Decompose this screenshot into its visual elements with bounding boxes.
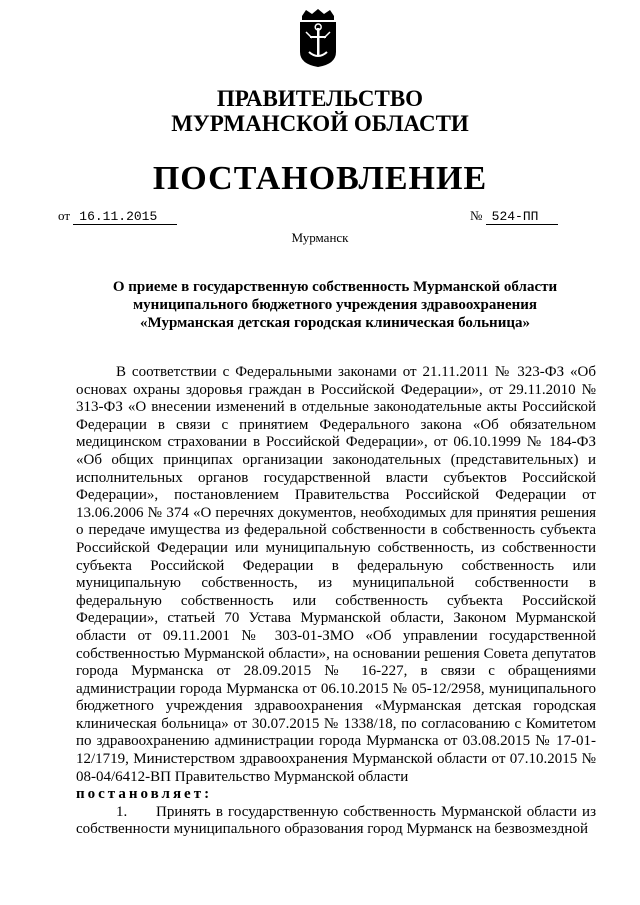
government-line-1: ПРАВИТЕЛЬСТВО [216, 86, 424, 111]
coat-of-arms-icon [296, 8, 340, 68]
document-date [58, 208, 177, 225]
item-1-number: 1. [116, 803, 128, 820]
document-type: ПОСТАНОВЛЕНИЕ [152, 160, 488, 197]
document-body [76, 364, 596, 839]
item-1-text: Принять в государственную собственность Мурманской области из собственности муниципального образования город Мурманск на безвозмездной [76, 803, 596, 838]
document-number [470, 208, 558, 225]
date-prefix: от [58, 208, 71, 223]
number-value: 524-ПП [486, 209, 558, 225]
subject-line-1: О приеме в государственную собственность Мурманской области [112, 279, 558, 295]
city: Мурманск [291, 230, 349, 245]
subject-line-3: «Мурманская детская городская клиническая больница» [140, 315, 530, 331]
government-line-2: МУРМАНСКОЙ ОБЛАСТИ [171, 111, 469, 136]
preamble-paragraph: В соответствии с Федеральными законами от 21.11.2011 № 323-ФЗ «Об основах охраны здоровья граждан в Российской Федерации», от 29.11.2010 № 313-ФЗ «О внесении изменений в отдельные законодательные акты Российской Федерации в связи с принятием Федерального закона «Об обязательном медицинском страховании в Российской Федерации», от 06.10.1999 № 184-ФЗ «Об общих принципах организации законодательных (представительных) и исполнительных органов государственной власти субъектов Российской Федерации», постановлением Правительства Российской Федерации от 13.06.2006 № 374 «О перечнях документов, необходимых для принятия решения о передаче имущества из федеральной собственности в собственность субъекта Российской Федерации или муниципальную собственность, из собственности субъекта Российской Федерации в федеральную собственность или муниципальную собственность, из муниципальной собственности в федеральную собственность или собственность субъекта Российской Федерации», статьей 70 Устава Мурманской области, Законом Мурманской области от 09.11.2001 № 303-01-ЗМО «Об управлении государственной собственностью Мурманской области», на основании решения Совета депутатов города Мурманска от 28.09.2015 № 16-227, в связи с обращениями администрации города Мурманска от 06.10.2015 № 05-12/2958, муниципального бюджетного учреждения здравоохранения «Мурманская детская городская клиническая больница» от 30.07.2015 № 1338/18, по согласованию с Комитетом по здравоохранению администрации города Мурманска от 03.08.2015 № 17-01-12/1719, Министерством здравоохранения Мурманской области от 07.10.2015 № 08-04/6412-ВП Правительство Мурманской области [76, 364, 596, 785]
government-name [0, 86, 640, 136]
date-value: 16.11.2015 [73, 209, 177, 225]
number-prefix: № [470, 208, 483, 223]
subject-line-2: муниципального бюджетного учреждения здравоохранения [132, 297, 538, 313]
item-1 [76, 804, 596, 839]
resolves-word: постановляет: [76, 786, 213, 803]
resolves-line [76, 786, 596, 804]
document-subject [90, 278, 580, 332]
